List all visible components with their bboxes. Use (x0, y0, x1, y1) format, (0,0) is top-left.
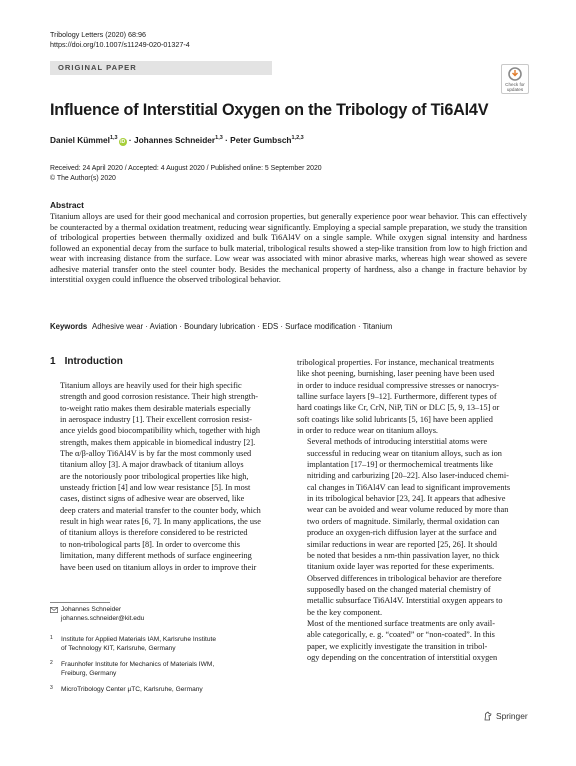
text-line: ogy depending on the concentration of interstitial oxygen (307, 652, 498, 662)
affiliation-line: MicroTribology Center µTC, Karlsruhe, Germany (61, 686, 203, 693)
author-affiliation: 1,3 (215, 135, 223, 142)
text-line: to-weight ratio makes them desirable materials especially (60, 403, 251, 413)
affiliation-text (61, 636, 291, 653)
crossmark-icon (508, 67, 522, 81)
text-line: Titanium alloys are heavily used for their high specific (60, 381, 242, 390)
text-line: able categorically, e. g. “coated” or “non-coated”. In this (307, 630, 495, 640)
keywords-label: Keywords (50, 322, 88, 331)
text-line: strength, makes them appicable in biomedical industry [2]. (60, 437, 256, 447)
keywords (50, 322, 527, 331)
text-line: in aerospace industry [1]. Their excellent corrosion resist- (60, 415, 252, 425)
check-for-label: Check for (505, 82, 525, 87)
text-line: are the notoriously poor tribological properties like high, (60, 471, 249, 481)
text-line: cal changes in Ti6Al4V can lead to significant improvements (307, 482, 511, 492)
text-line: supposedly based on the changed material chemistry of (307, 584, 491, 594)
text-line: have been used on titanium alloys in order to improve their (60, 562, 257, 572)
abstract-text: Titanium alloys are used for their good mechanical and corrosion properties, but generally experience poor wear behavior. This can effectively be counteracted by a thermal oxidation treatment, reducing wear significantly. Employing a special sample preparation, we study the transition of tribological properties between thermally oxidized and bulk Ti6Al4V on a single sample. While oxygen signal intensity and hardness followed an exponential decay from the surface to bulk material, tribological results showed a step-like transition from low to high friction and wear with increasing distance from the surface. Low wear was associated with minor abrasive marks, whereas high wear showed as severe adhesive material transfer onto the steel counter body. Besides the mechanical property of hardness, also a change in fracture behavior by interstitial oxygen could influence the observed tribological behavior. (50, 212, 527, 285)
text-line: tribological properties. For instance, mechanical treatments (297, 358, 494, 367)
text-line: similar reductions in wear are reported [25, 26]. It should (307, 539, 498, 549)
contact-email[interactable]: johannes.schneider@kit.edu (61, 614, 145, 622)
text-line: talline surface layers [9–12]. Furthermore, different types of (297, 392, 497, 402)
publisher-name: Springer (496, 711, 528, 721)
date-history: Received: 24 April 2020 / Accepted: 4 August 2020 / Published online: 5 September 2020 (50, 165, 322, 172)
text-line: deep craters and material transfer to the counter body, which (60, 505, 261, 515)
abstract-heading: Abstract (50, 200, 84, 210)
paragraph (297, 357, 527, 436)
envelope-icon (50, 607, 58, 613)
text-line: soft coatings like solid lubricants [5, 16] have been applied (297, 414, 493, 424)
paragraph (50, 380, 279, 573)
publication-dates (50, 164, 322, 183)
text-line: be the key component. (307, 607, 383, 617)
text-line: titanium alloy [3]. A major drawback of titanium alloys (60, 460, 244, 470)
text-line: metallic subsurface Ti6Al4V. Interstitial oxygen appears to (307, 596, 503, 606)
paragraph (297, 618, 527, 663)
author-list (50, 135, 520, 146)
affiliation-line: of Technology KIT, Karlsruhe, Germany (61, 644, 176, 652)
text-line: The α/β-alloy Ti6Al4V is by far the most commonly used (60, 449, 252, 459)
text-line: result in high wear rates [6, 7]. In many applications, the use (60, 517, 261, 527)
affiliation-line: Fraunhofer Institute for Mechanics of Materials IWM, (61, 661, 215, 668)
author-name[interactable]: Johannes Schneider (133, 135, 216, 145)
text-line: in order to induce residual compressive stresses or nanocrys- (297, 380, 499, 390)
journal-citation: Tribology Letters (2020) 68:96 (50, 30, 147, 39)
section-title: Introduction (64, 356, 123, 367)
keywords-list: Adhesive wear · Aviation · Boundary lubrication · EDS · Surface modification · Titanium (92, 322, 393, 331)
section-number: 1 (50, 356, 56, 367)
text-line: be noted that besides a nm-thin passivation layer, no thick (307, 550, 500, 560)
contact-block (61, 606, 291, 623)
text-line: two orders of magnitude. Similarly, thermal oxidation can (307, 516, 500, 526)
affiliation-number: 1 (50, 635, 53, 641)
text-line: successful in reducing wear on titanium alloys, such as ion (307, 448, 502, 458)
author-name[interactable]: Peter Gumbsch (230, 135, 292, 145)
doi-link[interactable]: https://doi.org/10.1007/s11249-020-01327-4 (50, 39, 190, 49)
publisher-logo (483, 711, 528, 721)
text-line: in order to reduce wear on titanium alloys. (297, 426, 439, 436)
text-line: unsteady friction [4] and low wear resistance [5]. In most (60, 483, 251, 493)
author-separator: · (222, 135, 231, 145)
affiliation-number: 2 (50, 660, 53, 666)
author-affiliation: 1,2,3 (291, 135, 304, 142)
text-line: hard coatings like Cr, CrN, NiP, TiN or DLC [5, 9, 13–15] or (297, 403, 500, 413)
text-line: in its tribological behavior [23, 24]. It appears that adhesive (307, 494, 506, 504)
paragraph (297, 436, 527, 618)
affiliation-text (61, 661, 291, 678)
text-line: strength and good corrosion resistance. Their high strength- (60, 392, 259, 402)
text-line: paper, we explicitly investigate the transition in tribol- (307, 641, 488, 651)
text-line: cases, distinct signs of adhesive wear are observed, like (60, 494, 245, 504)
affiliation-text (61, 686, 291, 695)
text-line: wear can be avoided and wear volume reduced by more than (307, 505, 509, 515)
author-name[interactable]: Daniel Kümmel (50, 135, 110, 145)
text-line: titanium oxide layer was reported for these experiments. (307, 562, 495, 572)
affiliation-number: 3 (50, 685, 53, 691)
springer-horse-icon (483, 711, 493, 721)
section-heading (50, 356, 123, 367)
journal-header (50, 30, 190, 49)
article-type-banner: ORIGINAL PAPER (50, 61, 272, 75)
text-line: like shot peening, burnishing, laser peening have been used (297, 369, 495, 379)
text-line: produce an oxygen-rich diffusion layer at the surface and (307, 528, 497, 538)
copyright-line: © The Author(s) 2020 (50, 174, 116, 182)
body-column-left (50, 380, 279, 573)
paper-title: Influence of Interstitial Oxygen on the Tribology of Ti6Al4V (50, 101, 489, 119)
check-for-updates-badge[interactable] (501, 64, 529, 94)
text-line: Several methods of introducing interstitial atoms were (307, 437, 488, 447)
text-line: of titanium alloys is therefore considered to be restricted (60, 528, 248, 538)
text-line: nitriding and carburizing [20–22]. Also laser-induced chemi- (307, 471, 509, 481)
author-separator: · (126, 135, 134, 145)
text-line: ance yields good biocompatibility which, together with high (60, 426, 261, 436)
contact-name: Johannes Schneider (61, 606, 122, 613)
affiliation-line: Institute for Applied Materials IAM, Karlsruhe Institute (61, 636, 217, 643)
body-column-right (297, 357, 527, 663)
text-line: implantation [17–19] or thermochemical treatments like (307, 460, 493, 470)
orcid-icon[interactable]: iD (120, 139, 126, 145)
text-line: Observed differences in tribological behavior are therefore (307, 573, 502, 583)
text-line: limitation, many different methods of surface engineering (60, 551, 252, 561)
affiliation-line: Freiburg, Germany (61, 669, 117, 677)
footnote-divider (50, 602, 110, 603)
updates-label: updates (506, 87, 524, 92)
text-line: to non-tribological parts [8]. In order to overcome this (60, 539, 240, 549)
author-affiliation: 1,3 (109, 135, 118, 142)
text-line: Most of the mentioned surface treatments are only avail- (307, 618, 495, 628)
